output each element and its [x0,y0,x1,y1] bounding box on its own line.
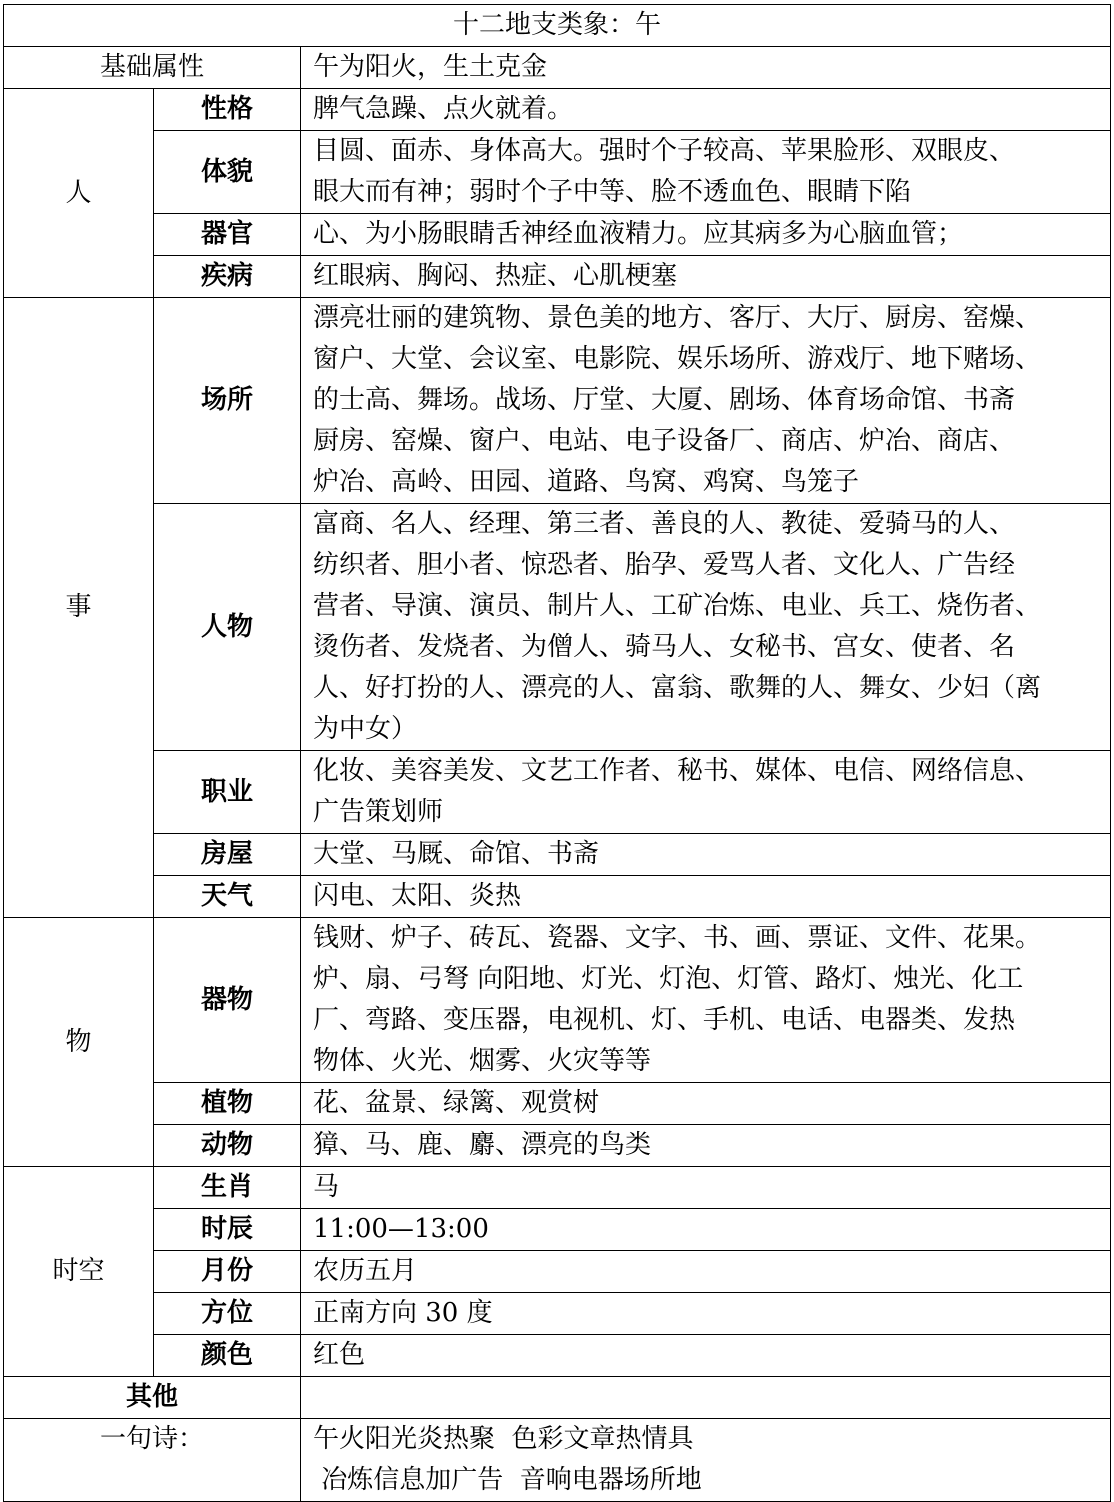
person-category-label: 人 [4,89,154,298]
person-sub-label: 疾病 [154,256,301,298]
title-row [4,5,1111,47]
spacetime-value [301,1209,1111,1251]
value-line: 炉冶、高岭、田园、道路、鸟窝、鸡窝、鸟笼子 [313,467,860,497]
spacetime-sub-label: 生肖 [154,1167,301,1209]
person-sub-label: 性格 [154,89,301,131]
value-line: 为中女） [313,714,418,744]
spacetime-row [4,1335,1111,1377]
spacetime-sub-label: 月份 [154,1251,301,1293]
spacetime-row [4,1293,1111,1335]
value-line: 纺织者、胆小者、惊恐者、胎孕、爱骂人者、文化人、广告经 [313,550,1016,580]
value-line: 11:00—13:00 [313,1214,489,1244]
table-title: 十二地支类象：午 [4,5,1111,47]
value-line: 钱财、炉子、砖瓦、瓷器、文字、书、画、票证、文件、花果。 [313,923,1042,953]
person-value [301,214,1111,256]
value-line: 厨房、窑燥、窗户、电站、电子设备厂、商店、炉冶、商店、 [313,426,1016,456]
spacetime-value [301,1167,1111,1209]
person-sub-label: 器官 [154,214,301,256]
person-row [4,131,1111,214]
person-row [4,89,1111,131]
person-value [301,131,1111,214]
basic-row [4,47,1111,89]
value-line: 化妆、美容美发、文艺工作者、秘书、媒体、电信、网络信息、 [313,756,1042,786]
other-label: 其他 [4,1377,301,1419]
other-value [301,1377,1111,1419]
affairs-sub-label: 天气 [154,876,301,918]
spacetime-value [301,1335,1111,1377]
value-line: 的士高、舞场。战场、厅堂、大厦、剧场、体育场命馆、书斋 [313,385,1016,415]
spacetime-row [4,1251,1111,1293]
spacetime-sub-label: 时辰 [154,1209,301,1251]
spacetime-row [4,1209,1111,1251]
affairs-value [301,876,1111,918]
value-line: 厂、弯路、变压器，电视机、灯、手机、电话、电器类、发热 [313,1005,1016,1035]
value-line: 目圆、面赤、身体高大。强时个子较高、苹果脸形、双眼皮、 [313,136,1016,166]
person-value [301,89,1111,131]
things-sub-label: 动物 [154,1125,301,1167]
affairs-row [4,298,1111,504]
value-line: 人、好打扮的人、漂亮的人、富翁、歌舞的人、舞女、少妇（离 [313,673,1042,703]
value-line: 獐、马、鹿、麝、漂亮的鸟类 [313,1130,652,1160]
value-line: 富商、名人、经理、第三者、善良的人、教徒、爱骑马的人、 [313,509,1016,539]
spacetime-row [4,1167,1111,1209]
value-line: 红眼病、胸闷、热症、心肌梗塞 [313,261,678,291]
value-line: 物体、火光、烟雾、火灾等等 [313,1046,652,1076]
value-line: 脾气急躁、点火就着。 [313,94,574,124]
value-line: 广告策划师 [313,797,444,827]
value-line: 花、盆景、绿篱、观赏树 [313,1088,600,1118]
category-table [3,4,1111,1502]
affairs-sub-label: 职业 [154,751,301,834]
value-line: 烫伤者、发烧者、为僧人、骑马人、女秘书、宫女、使者、名 [313,632,1016,662]
poem-line: 冶炼信息加广告 音响电器场所地 [313,1465,702,1495]
basic-label: 基础属性 [4,47,301,89]
person-value [301,256,1111,298]
things-row [4,1083,1111,1125]
affairs-row [4,834,1111,876]
value-line: 闪电、太阳、炎热 [313,881,522,911]
value-line: 炉、扇、弓弩 向阳地、灯光、灯泡、灯管、路灯、烛光、化工 [313,964,1024,994]
value-line: 漂亮壮丽的建筑物、景色美的地方、客厅、大厅、厨房、窑燥、 [313,303,1042,333]
other-row [4,1377,1111,1419]
affairs-category-label: 事 [4,298,154,918]
things-sub-label: 植物 [154,1083,301,1125]
spacetime-sub-label: 颜色 [154,1335,301,1377]
affairs-sub-label: 人物 [154,504,301,751]
affairs-row [4,751,1111,834]
poem-row [4,1419,1111,1502]
things-row [4,1125,1111,1167]
affairs-value [301,834,1111,876]
person-sub-label: 体貌 [154,131,301,214]
person-row [4,256,1111,298]
poem-line: 午火阳光炎热聚 色彩文章热情具 [313,1424,694,1454]
things-value [301,1125,1111,1167]
value-line: 营者、导演、演员、制片人、工矿冶炼、电业、兵工、烧伤者、 [313,591,1042,621]
affairs-value [301,751,1111,834]
value-line: 眼大而有神；弱时个子中等、脸不透血色、眼睛下陷 [313,177,912,207]
basic-value: 午为阳火，生土克金 [301,47,1111,89]
value-line: 红色 [313,1340,366,1370]
value-line: 农历五月 [313,1256,418,1286]
things-value [301,1083,1111,1125]
value-line: 马 [313,1172,340,1202]
poem-value [301,1419,1111,1502]
affairs-sub-label: 房屋 [154,834,301,876]
poem-label: 一句诗： [4,1419,301,1502]
spacetime-value [301,1251,1111,1293]
affairs-sub-label: 场所 [154,298,301,504]
value-line: 大堂、马厩、命馆、书斋 [313,839,600,869]
value-line: 心、为小肠眼睛舌神经血液精力。应其病多为心脑血管； [313,219,964,249]
affairs-row [4,876,1111,918]
spacetime-value [301,1293,1111,1335]
affairs-row [4,504,1111,751]
spacetime-sub-label: 方位 [154,1293,301,1335]
spacetime-category-label: 时空 [4,1167,154,1377]
person-row [4,214,1111,256]
value-line: 正南方向 30 度 [313,1298,493,1328]
things-category-label: 物 [4,918,154,1167]
things-row [4,918,1111,1083]
value-line: 窗户、大堂、会议室、电影院、娱乐场所、游戏厅、地下赌场、 [313,344,1042,374]
affairs-value [301,298,1111,504]
things-value [301,918,1111,1083]
things-sub-label: 器物 [154,918,301,1083]
affairs-value [301,504,1111,751]
